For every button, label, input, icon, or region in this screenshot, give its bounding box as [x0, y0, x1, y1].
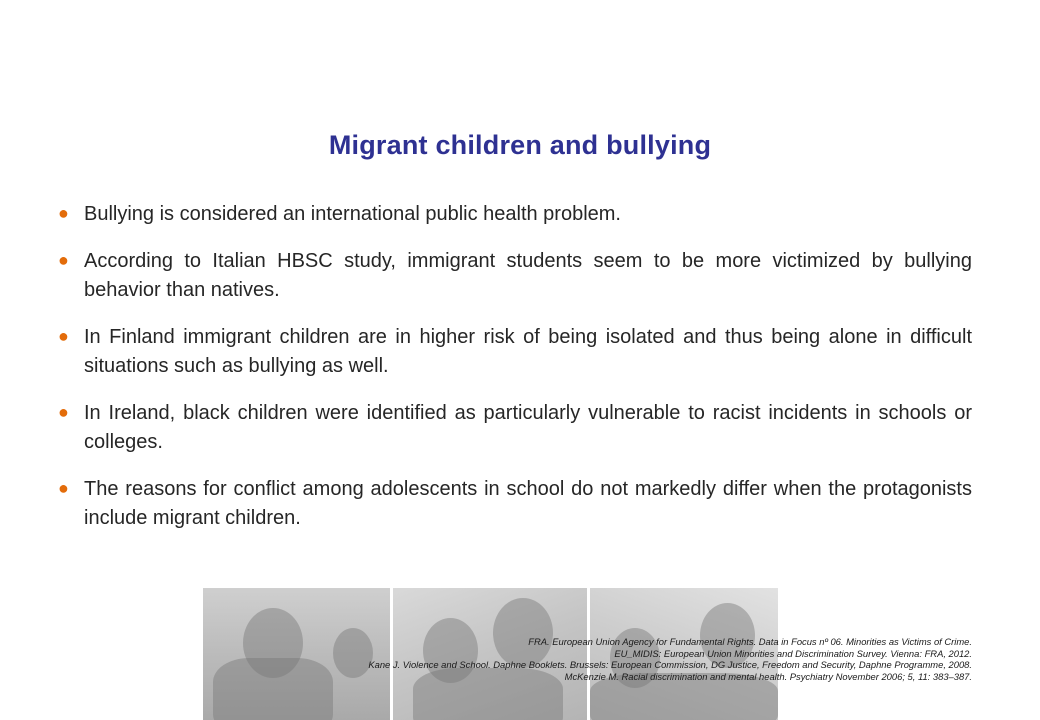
bullet-item — [56, 475, 972, 533]
reference-line: FRA. European Union Agency for Fundamental Rights. Data in Focus nº 06. Minorities as Victims of Crime. — [528, 636, 972, 647]
bullet-item — [56, 247, 972, 305]
bullet-text: In Ireland, black children were identified as particularly vulnerable to racist incidents in schools or colleges. — [84, 402, 972, 453]
slide-title: Migrant children and bullying — [328, 130, 712, 160]
reference-line: EU_MIDIS: European Union Minorities and Discrimination Survey. Vienna: FRA, 2012. — [614, 647, 972, 659]
bullet-text: In Finland immigrant children are in higher risk of being isolated and thus being alone in difficult situations such as bullying as well. — [84, 326, 972, 377]
bullet-item — [56, 200, 972, 229]
bullet-item — [56, 399, 972, 457]
bullet-text: The reasons for conflict among adolescents in school do not markedly differ when the protagonists include migrant children. — [84, 478, 972, 529]
bullet-text: Bullying is considered an international public health problem. — [84, 203, 621, 225]
bullet-list — [56, 200, 972, 551]
references — [232, 636, 972, 682]
bullet-marker-icon: ● — [58, 326, 69, 346]
bullet-marker-icon: ● — [58, 250, 69, 270]
reference-line: Kane J. Violence and School. Daphne Booklets. Brussels: European Commission, DG Justice, Freedom and Security, Daphne Programme, 2008. — [368, 659, 972, 670]
reference-line: McKenzie M. Racial discrimination and mental health. Psychiatry November 2006; 5, 11: 383–387. — [564, 670, 972, 682]
bullet-text: According to Italian HBSC study, immigrant students seem to be more victimized by bullying behavior than natives. — [84, 250, 972, 301]
bullet-marker-icon: ● — [58, 478, 69, 498]
bullet-item — [56, 323, 972, 381]
bullet-marker-icon: ● — [58, 203, 69, 223]
bullet-marker-icon: ● — [58, 402, 69, 422]
